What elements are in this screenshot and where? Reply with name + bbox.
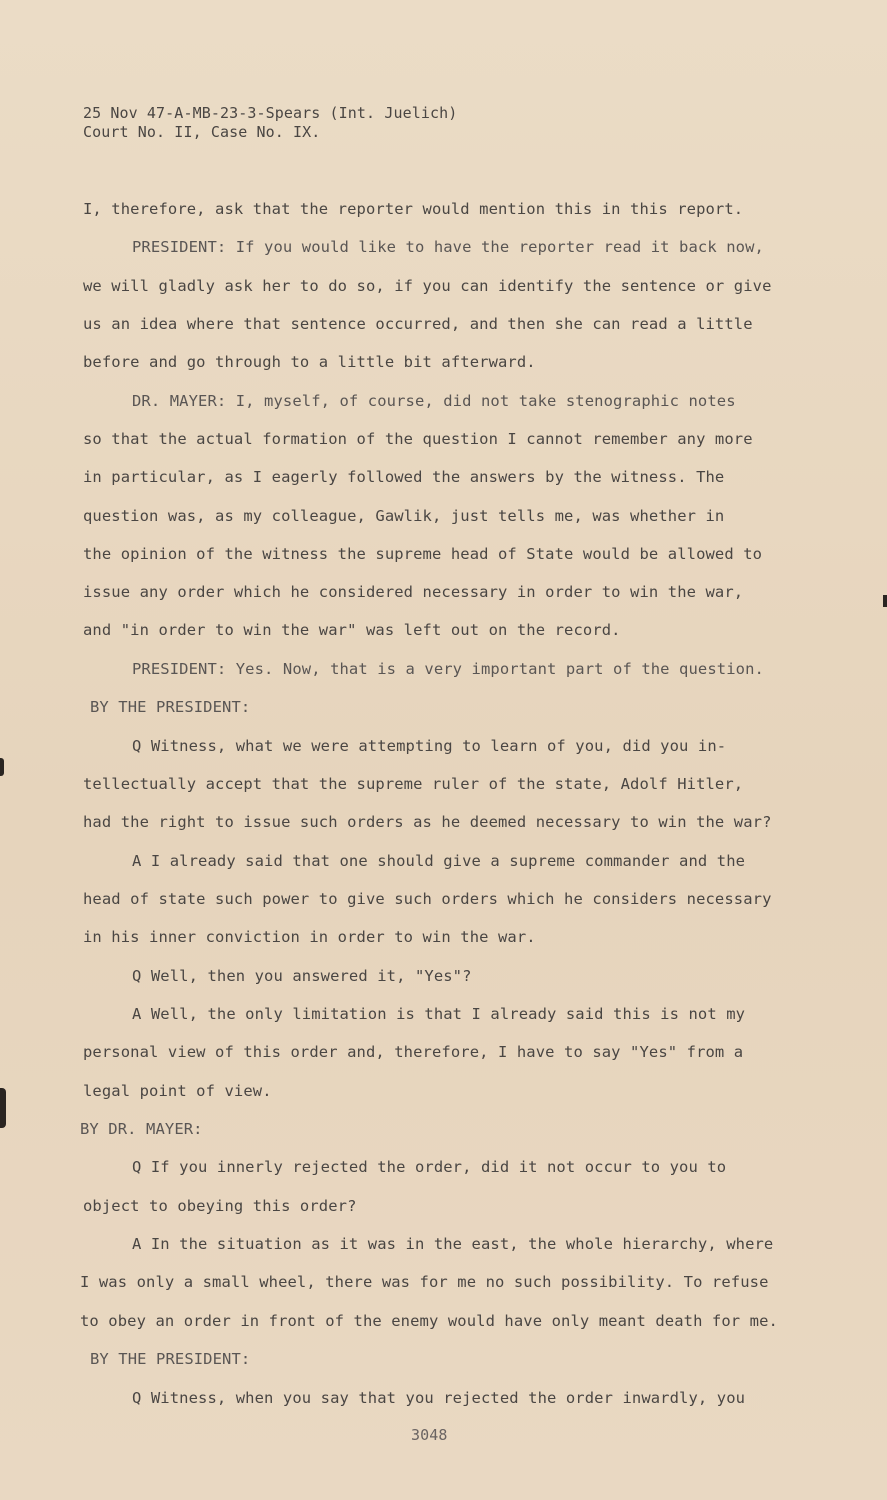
transcript-line: A In the situation as it was in the east, the whole hierarchy, where — [132, 1235, 774, 1253]
transcript-line: DR. MAYER: I, myself, of course, did not take stenographic notes — [132, 392, 736, 410]
transcript-line: PRESIDENT: Yes. Now, that is a very important part of the question. — [132, 660, 764, 678]
transcript-line: I was only a small wheel, there was for me no such possibility. To refuse — [80, 1273, 769, 1291]
binding-mark — [883, 595, 887, 607]
transcript-line: and "in order to win the war" was left out on the record. — [83, 621, 621, 639]
transcript-line: object to obeying this order? — [83, 1197, 357, 1215]
transcript-line: us an idea where that sentence occurred, and then she can read a little — [83, 315, 753, 333]
transcript-line: we will gladly ask her to do so, if you can identify the sentence or give — [83, 277, 772, 295]
transcript-line: in particular, as I eagerly followed the answers by the witness. The — [83, 468, 725, 486]
section-heading: BY THE PRESIDENT: — [90, 1350, 251, 1368]
transcript-line: PRESIDENT: If you would like to have the reporter read it back now, — [132, 238, 764, 256]
page-number: 3048 — [411, 1426, 448, 1444]
header-case-reference: 25 Nov 47-A-MB-23-3-Spears (Int. Juelich) — [83, 104, 458, 122]
transcript-line: A I already said that one should give a supreme commander and the — [132, 852, 746, 870]
transcript-line: head of state such power to give such orders which he considers necessary — [83, 890, 772, 908]
transcript-line: personal view of this order and, therefore, I have to say "Yes" from a — [83, 1043, 744, 1061]
transcript-line: Q Witness, what we were attempting to learn of you, did you in- — [132, 737, 727, 755]
transcript-line: the opinion of the witness the supreme head of State would be allowed to — [83, 545, 763, 563]
transcript-line: tellectually accept that the supreme ruler of the state, Adolf Hitler, — [83, 775, 744, 793]
transcript-line: legal point of view. — [83, 1082, 272, 1100]
transcript-line: in his inner conviction in order to win the war. — [83, 928, 536, 946]
section-heading: BY DR. MAYER: — [80, 1120, 203, 1138]
transcript-line: Q Witness, when you say that you rejected the order inwardly, you — [132, 1389, 746, 1407]
header-court-case: Court No. II, Case No. IX. — [83, 123, 321, 141]
transcript-line: question was, as my colleague, Gawlik, just tells me, was whether in — [83, 507, 725, 525]
transcript-line: Q Well, then you answered it, "Yes"? — [132, 967, 472, 985]
transcript-line: A Well, the only limitation is that I already said this is not my — [132, 1005, 746, 1023]
section-heading: BY THE PRESIDENT: — [90, 698, 251, 716]
transcript-line: I, therefore, ask that the reporter would mention this in this report. — [83, 200, 744, 218]
transcript-line: Q If you innerly rejected the order, did it not occur to you to — [132, 1158, 727, 1176]
binding-mark — [0, 758, 4, 776]
transcript-line: to obey an order in front of the enemy would have only meant death for me. — [80, 1312, 778, 1330]
transcript-line: had the right to issue such orders as he deemed necessary to win the war? — [83, 813, 772, 831]
binding-mark — [0, 1088, 6, 1128]
transcript-line: issue any order which he considered necessary in order to win the war, — [83, 583, 744, 601]
transcript-line: before and go through to a little bit afterward. — [83, 353, 536, 371]
transcript-line: so that the actual formation of the question I cannot remember any more — [83, 430, 753, 448]
